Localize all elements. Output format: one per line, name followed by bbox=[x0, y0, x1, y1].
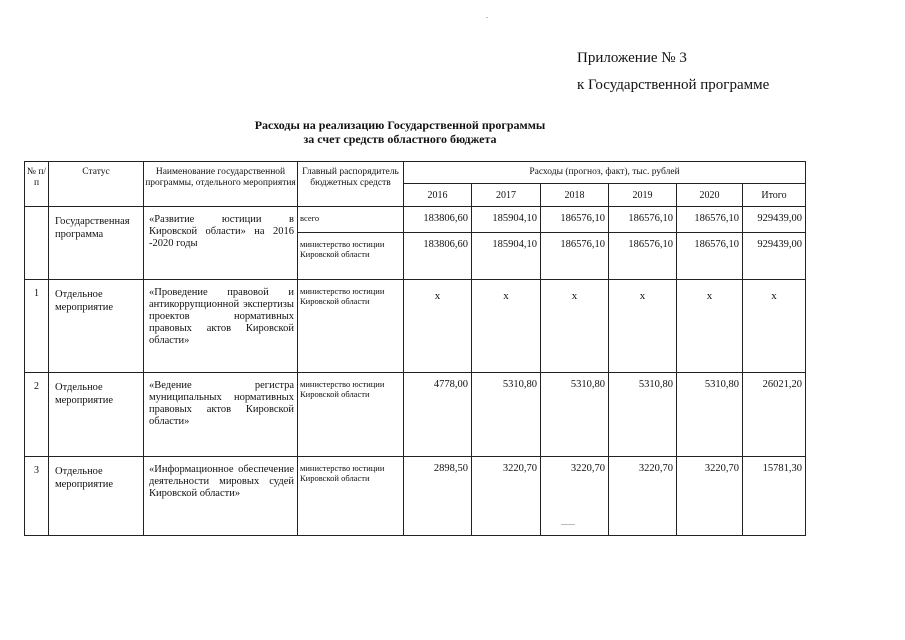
value-cell: x bbox=[677, 280, 743, 373]
table-row bbox=[25, 280, 806, 373]
total-cell: 26021,20 bbox=[743, 373, 806, 457]
value-cell: 185904,10 bbox=[472, 207, 541, 233]
row-num-cell: 2 bbox=[25, 373, 49, 457]
expenses-table bbox=[24, 161, 806, 536]
header-total: Итого bbox=[743, 184, 806, 207]
header-year: 2020 bbox=[677, 184, 743, 207]
manager-cell: всего bbox=[298, 207, 404, 233]
value-cell: 185904,10 bbox=[472, 233, 541, 280]
header-year: 2018 bbox=[541, 184, 609, 207]
value-cell: 5310,80 bbox=[677, 373, 743, 457]
total-cell: x bbox=[743, 280, 806, 373]
status-cell: Отдельное мероприятие bbox=[49, 280, 144, 373]
value-cell: 3220,70 bbox=[541, 457, 609, 536]
name-cell: «Информационное обеспечение деятельности мировых судей Кировской области» bbox=[144, 457, 298, 536]
status-cell: Отдельное мероприятие bbox=[49, 373, 144, 457]
value-cell: 186576,10 bbox=[541, 233, 609, 280]
table-row bbox=[25, 373, 806, 457]
table-row bbox=[25, 207, 806, 233]
manager-cell: министерство юстиции Кировской области bbox=[298, 233, 404, 280]
value-cell: 3220,70 bbox=[609, 457, 677, 536]
name-cell: «Ведение регистра муниципальных нормативных правовых актов Кировской области» bbox=[144, 373, 298, 457]
manager-cell: министерство юстиции Кировской области bbox=[298, 457, 404, 536]
header-year: 2016 bbox=[404, 184, 472, 207]
header-num: № п/п bbox=[25, 162, 49, 207]
value-cell: x bbox=[404, 280, 472, 373]
value-cell: 4778,00 bbox=[404, 373, 472, 457]
value-cell: 183806,60 bbox=[404, 233, 472, 280]
name-cell: «Развитие юстиции в Кировской области» на 2016 -2020 годы bbox=[144, 207, 298, 280]
title-line-1: Расходы на реализацию Государственной программы bbox=[254, 118, 546, 132]
total-cell: 929439,00 bbox=[743, 207, 806, 233]
value-cell: 5310,80 bbox=[609, 373, 677, 457]
value-cell: 186576,10 bbox=[677, 233, 743, 280]
value-cell: 183806,60 bbox=[404, 207, 472, 233]
document-title bbox=[170, 118, 630, 146]
header-status: Статус bbox=[49, 162, 144, 207]
value-cell: 186576,10 bbox=[677, 207, 743, 233]
status-cell: Отдельное мероприятие bbox=[49, 457, 144, 536]
value-cell: 3220,70 bbox=[472, 457, 541, 536]
status-cell: Государственная программа bbox=[49, 207, 144, 280]
value-cell: 5310,80 bbox=[541, 373, 609, 457]
value-cell: x bbox=[609, 280, 677, 373]
appendix-number: Приложение № 3 bbox=[577, 50, 687, 66]
row-num-cell bbox=[25, 207, 49, 280]
title-line-2: за счет средств областного бюджета bbox=[303, 132, 497, 146]
header-year: 2019 bbox=[609, 184, 677, 207]
value-cell: 5310,80 bbox=[472, 373, 541, 457]
header-expenses: Расходы (прогноз, факт), тыс. рублей bbox=[404, 162, 806, 184]
scan-artifact bbox=[561, 524, 575, 525]
value-cell: x bbox=[541, 280, 609, 373]
header-manager: Главный распорядитель бюджетных средств bbox=[298, 162, 404, 207]
row-num-cell: 1 bbox=[25, 280, 49, 373]
value-cell: 186576,10 bbox=[609, 207, 677, 233]
value-cell: 2898,50 bbox=[404, 457, 472, 536]
total-cell: 929439,00 bbox=[743, 233, 806, 280]
manager-cell: министерство юстиции Кировской области bbox=[298, 280, 404, 373]
value-cell: x bbox=[472, 280, 541, 373]
manager-cell: министерство юстиции Кировской области bbox=[298, 373, 404, 457]
scan-artifact bbox=[486, 17, 488, 18]
value-cell: 186576,10 bbox=[609, 233, 677, 280]
row-num-cell: 3 bbox=[25, 457, 49, 536]
table-row bbox=[25, 457, 806, 536]
total-cell: 15781,30 bbox=[743, 457, 806, 536]
name-cell: «Проведение правовой и антикоррупционной экспертизы проектов нормативных правовых актов Кировской области» bbox=[144, 280, 298, 373]
header-year: 2017 bbox=[472, 184, 541, 207]
value-cell: 3220,70 bbox=[677, 457, 743, 536]
header-name: Наименование государственной программы, отдельного мероприятия bbox=[144, 162, 298, 207]
value-cell: 186576,10 bbox=[541, 207, 609, 233]
appendix-reference: к Государственной программе bbox=[577, 77, 770, 93]
